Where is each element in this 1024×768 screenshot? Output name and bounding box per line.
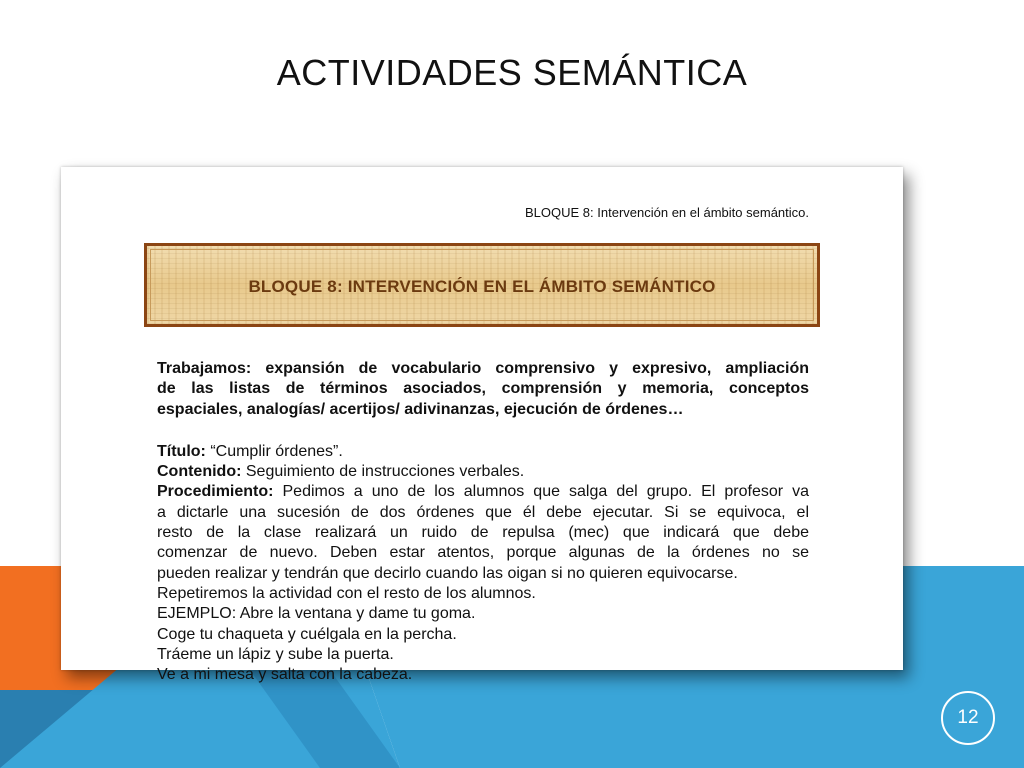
trabajamos-line: Trabajamos: expansión de vocabulario comprensivo y expresivo, ampliación [157, 360, 809, 377]
page-number-badge: 12 [941, 691, 995, 745]
slide-title: ACTIVIDADES SEMÁNTICA [276, 52, 748, 93]
procedimiento-line: pueden realizar y tendrán que decirlo cuando las oigan si no quieren equivocarse. [157, 564, 738, 582]
titulo-label: Título: [157, 442, 206, 460]
contenido-label: Contenido: [157, 463, 242, 481]
document-banner [144, 243, 820, 327]
paragraph-gap [157, 420, 809, 442]
document-image [61, 167, 903, 684]
banner-title: BLOQUE 8: INTERVENCIÓN EN EL ÁMBITO SEMÁNTICO [248, 277, 716, 296]
extra-line: Ve a mi mesa y salta con la cabeza. [157, 666, 413, 684]
titulo-line [157, 442, 809, 462]
procedimiento-line [157, 482, 809, 502]
trabajamos-line: de las listas de términos asociados, comprensión y memoria, conceptos [157, 380, 809, 398]
document-body [157, 359, 809, 685]
procedimiento-line: comenzar de nuevo. Deben estar atentos, porque algunas de la órdenes no se [157, 544, 809, 562]
contenido-line [157, 462, 809, 482]
titulo-value: “Cumplir órdenes”. [205, 442, 343, 460]
extra-line: Coge tu chaqueta y cuélgala en la percha. [157, 625, 457, 643]
extra-line: Repetiremos la actividad con el resto de los alumnos. [157, 584, 536, 602]
procedimiento-line: resto de la clase realizará un ruido de repulsa (mec) que indicará que debe [157, 524, 809, 542]
procedimiento-first: Pedimos a uno de los alumnos que salga del grupo. El profesor va [273, 483, 809, 501]
extra-line: Tráeme un lápiz y sube la puerta. [157, 645, 394, 663]
trabajamos-line: espaciales, analogías/ acertijos/ adivinanzas, ejecución de órdenes… [157, 400, 684, 418]
contenido-value: Seguimiento de instrucciones verbales. [241, 463, 525, 481]
procedimiento-label: Procedimiento: [157, 483, 274, 501]
procedimiento-line: a dictarle una sucesión de dos órdenes que él debe ejecutar. Si se equivoca, el [157, 503, 809, 521]
document-header: BLOQUE 8: Intervención en el ámbito semántico. [525, 205, 809, 220]
extra-line: EJEMPLO: Abre la ventana y dame tu goma. [157, 605, 476, 623]
